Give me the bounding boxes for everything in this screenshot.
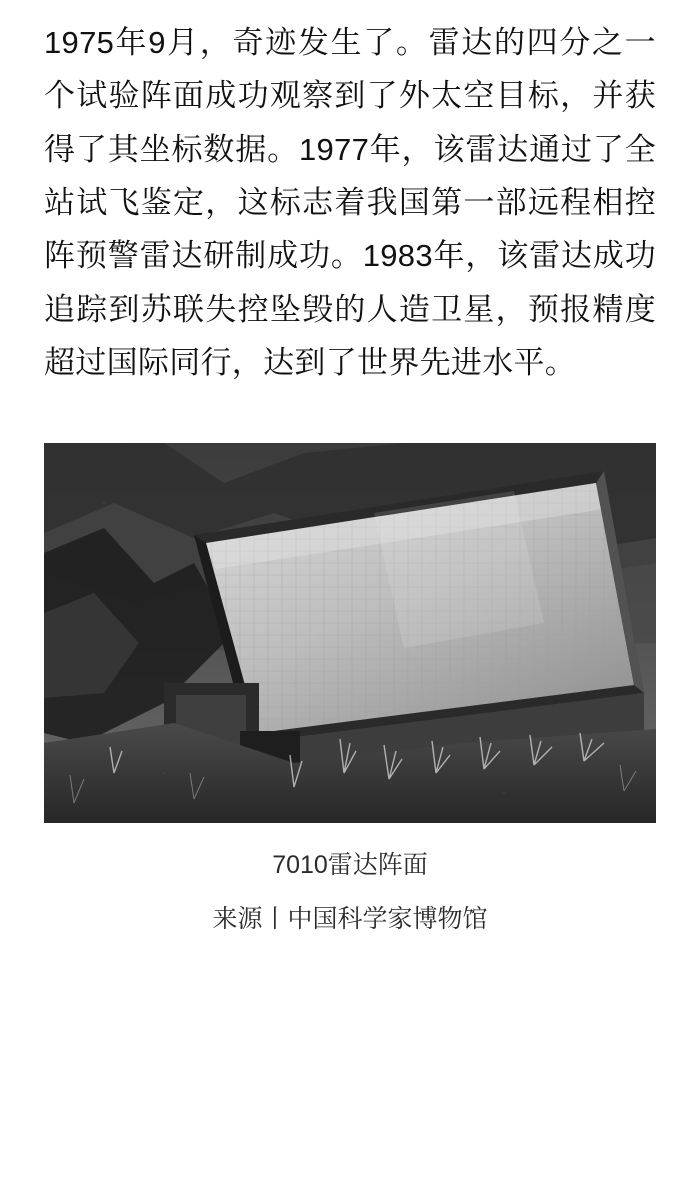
radar-array-photo[interactable] — [44, 443, 656, 823]
figure-source: 来源丨中国科学家博物馆 — [212, 905, 488, 934]
figure-caption: 7010雷达阵面 — [272, 851, 428, 880]
figure-block — [44, 443, 656, 939]
article-paragraph: 1975年9月，奇迹发生了。雷达的四分之一个试验阵面成功观察到了外太空目标，并获得了其坐标数据。1977年，该雷达通过了全站试飞鉴定，这标志着我国第一部远程相控阵预警雷达研制成功。1983年，该雷达成功追踪到苏联失控坠毁的人造卫星，预报精度超过国际同行，达到了世界先进水平。 — [44, 25, 656, 380]
